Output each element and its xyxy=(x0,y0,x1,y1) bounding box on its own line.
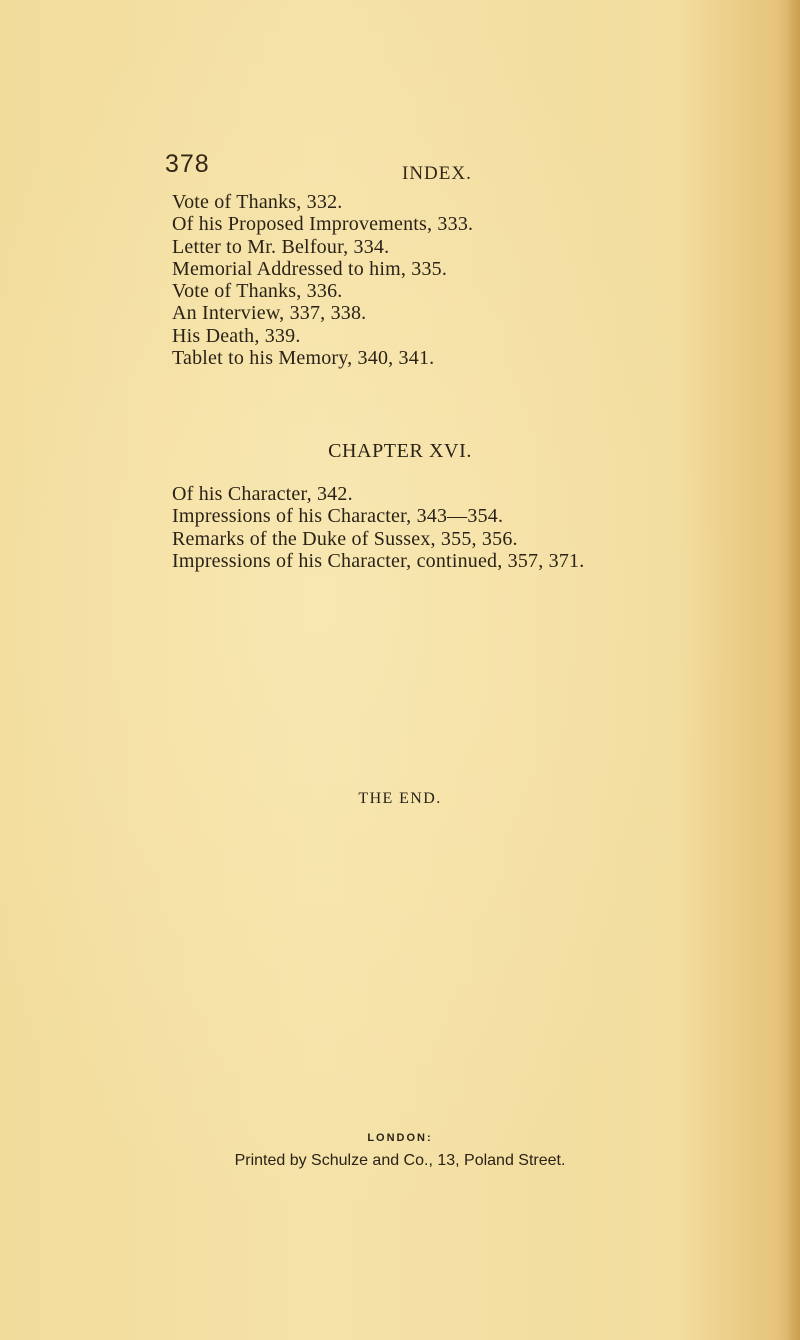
index-entry: Impressions of his Character, continued, 357, 371. xyxy=(172,549,585,572)
page-number: 378 xyxy=(165,150,210,178)
index-entry: Memorial Addressed to him, 335. xyxy=(172,257,448,280)
index-entries-before xyxy=(172,191,473,369)
imprint-printer: Printed by Schulze and Co., 13, Poland Street. xyxy=(234,1152,566,1169)
index-entry: His Death, 339. xyxy=(172,324,301,347)
imprint-city: LONDON: xyxy=(367,1132,433,1144)
index-entry: Impressions of his Character, 343—354. xyxy=(172,505,504,528)
index-entry: Letter to Mr. Belfour, 334. xyxy=(172,235,390,258)
index-entries-after xyxy=(172,483,584,572)
index-entry: An Interview, 337, 338. xyxy=(172,302,367,325)
index-entry: Remarks of the Duke of Sussex, 355, 356. xyxy=(172,527,518,550)
index-entry: Of his Character, 342. xyxy=(172,483,353,505)
index-entry: Of his Proposed Improvements, 333. xyxy=(172,213,474,236)
index-entry: Tablet to his Memory, 340, 341. xyxy=(172,347,435,370)
index-entry: Vote of Thanks, 336. xyxy=(172,280,343,303)
the-end-marker: THE END. xyxy=(358,790,442,807)
chapter-heading: CHAPTER XVI. xyxy=(328,440,472,462)
running-head: INDEX. xyxy=(402,163,472,184)
index-entry: Vote of Thanks, 332. xyxy=(172,191,343,213)
